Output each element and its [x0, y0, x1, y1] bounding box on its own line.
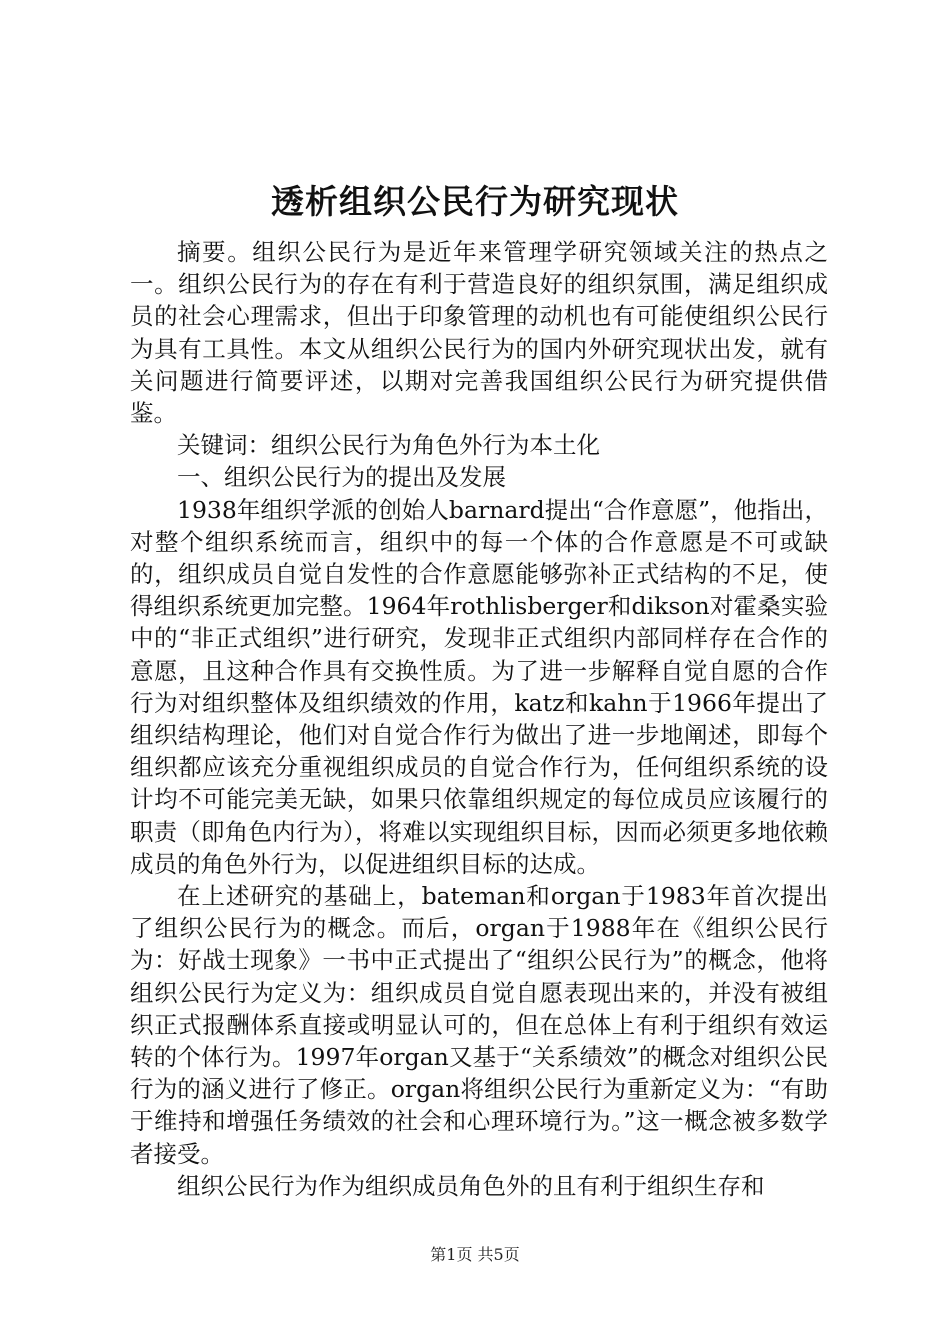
document-title: 透析组织公民行为研究现状	[271, 182, 679, 221]
keywords-paragraph: 关键词：组织公民行为角色外行为本土化	[177, 431, 600, 460]
page-footer: 第1页 共5页	[430, 1245, 520, 1264]
body-paragraph: 在上述研究的基础上，bateman和organ于1983年首次提出了组织公民行为的概念。而后，organ于1988年在《组织公民行为：好战士现象》一书中正式提出了“组织公民行为”的概念，他将组织公民行为定义为：组织成员自觉自愿表现出来的，并没有被组织正式报酬体系直接或明显认可的，但在总体上有利于组织有效运转的个体行为。1997年organ又基于“关系绩效”的概念对组织公民行为的涵义进行了修正。organ将组织公民行为重新定义为：“有助于维持和增强任务绩效的社会和心理环境行为。”这一概念被多数学者接受。	[130, 882, 828, 1168]
abstract-paragraph: 摘要。组织公民行为是近年来管理学研究领域关注的热点之一。组织公民行为的存在有利于营造良好的组织氛围，满足组织成员的社会心理需求，但出于印象管理的动机也有可能使组织公民行为具有工具性。本文从组织公民行为的国内外研究现状出发，就有关问题进行简要评述，以期对完善我国组织公民行为研究提供借鉴。	[130, 238, 828, 428]
document-body	[130, 236, 828, 1202]
body-paragraph: 1938年组织学派的创始人barnard提出“合作意愿”，他指出，对整个组织系统而言，组织中的每一个体的合作意愿是不可或缺的，组织成员自觉自发性的合作意愿能够弥补正式结构的不足，使得组织系统更加完整。1964年rothlisberger和dikson对霍桑实验中的“非正式组织”进行研究，发现非正式组织内部同样存在合作的意愿，且这种合作具有交换性质。为了进一步解释自觉自愿的合作行为对组织整体及组织绩效的作用，katz和kahn于1966年提出了组织结构理论，他们对自觉合作行为做出了进一步地阐述，即每个组织都应该充分重视组织成员的自觉合作行为，任何组织系统的设计均不可能完美无缺，如果只依靠组织规定的每位成员应该履行的职责（即角色内行为），将难以实现组织目标，因而必须更多地依赖成员的角色外行为，以促进组织目标的达成。	[130, 495, 828, 878]
body-paragraph: 组织公民行为作为组织成员角色外的且有利于组织生存和	[177, 1171, 765, 1200]
section-heading: 一、组织公民行为的提出及发展	[177, 463, 506, 492]
